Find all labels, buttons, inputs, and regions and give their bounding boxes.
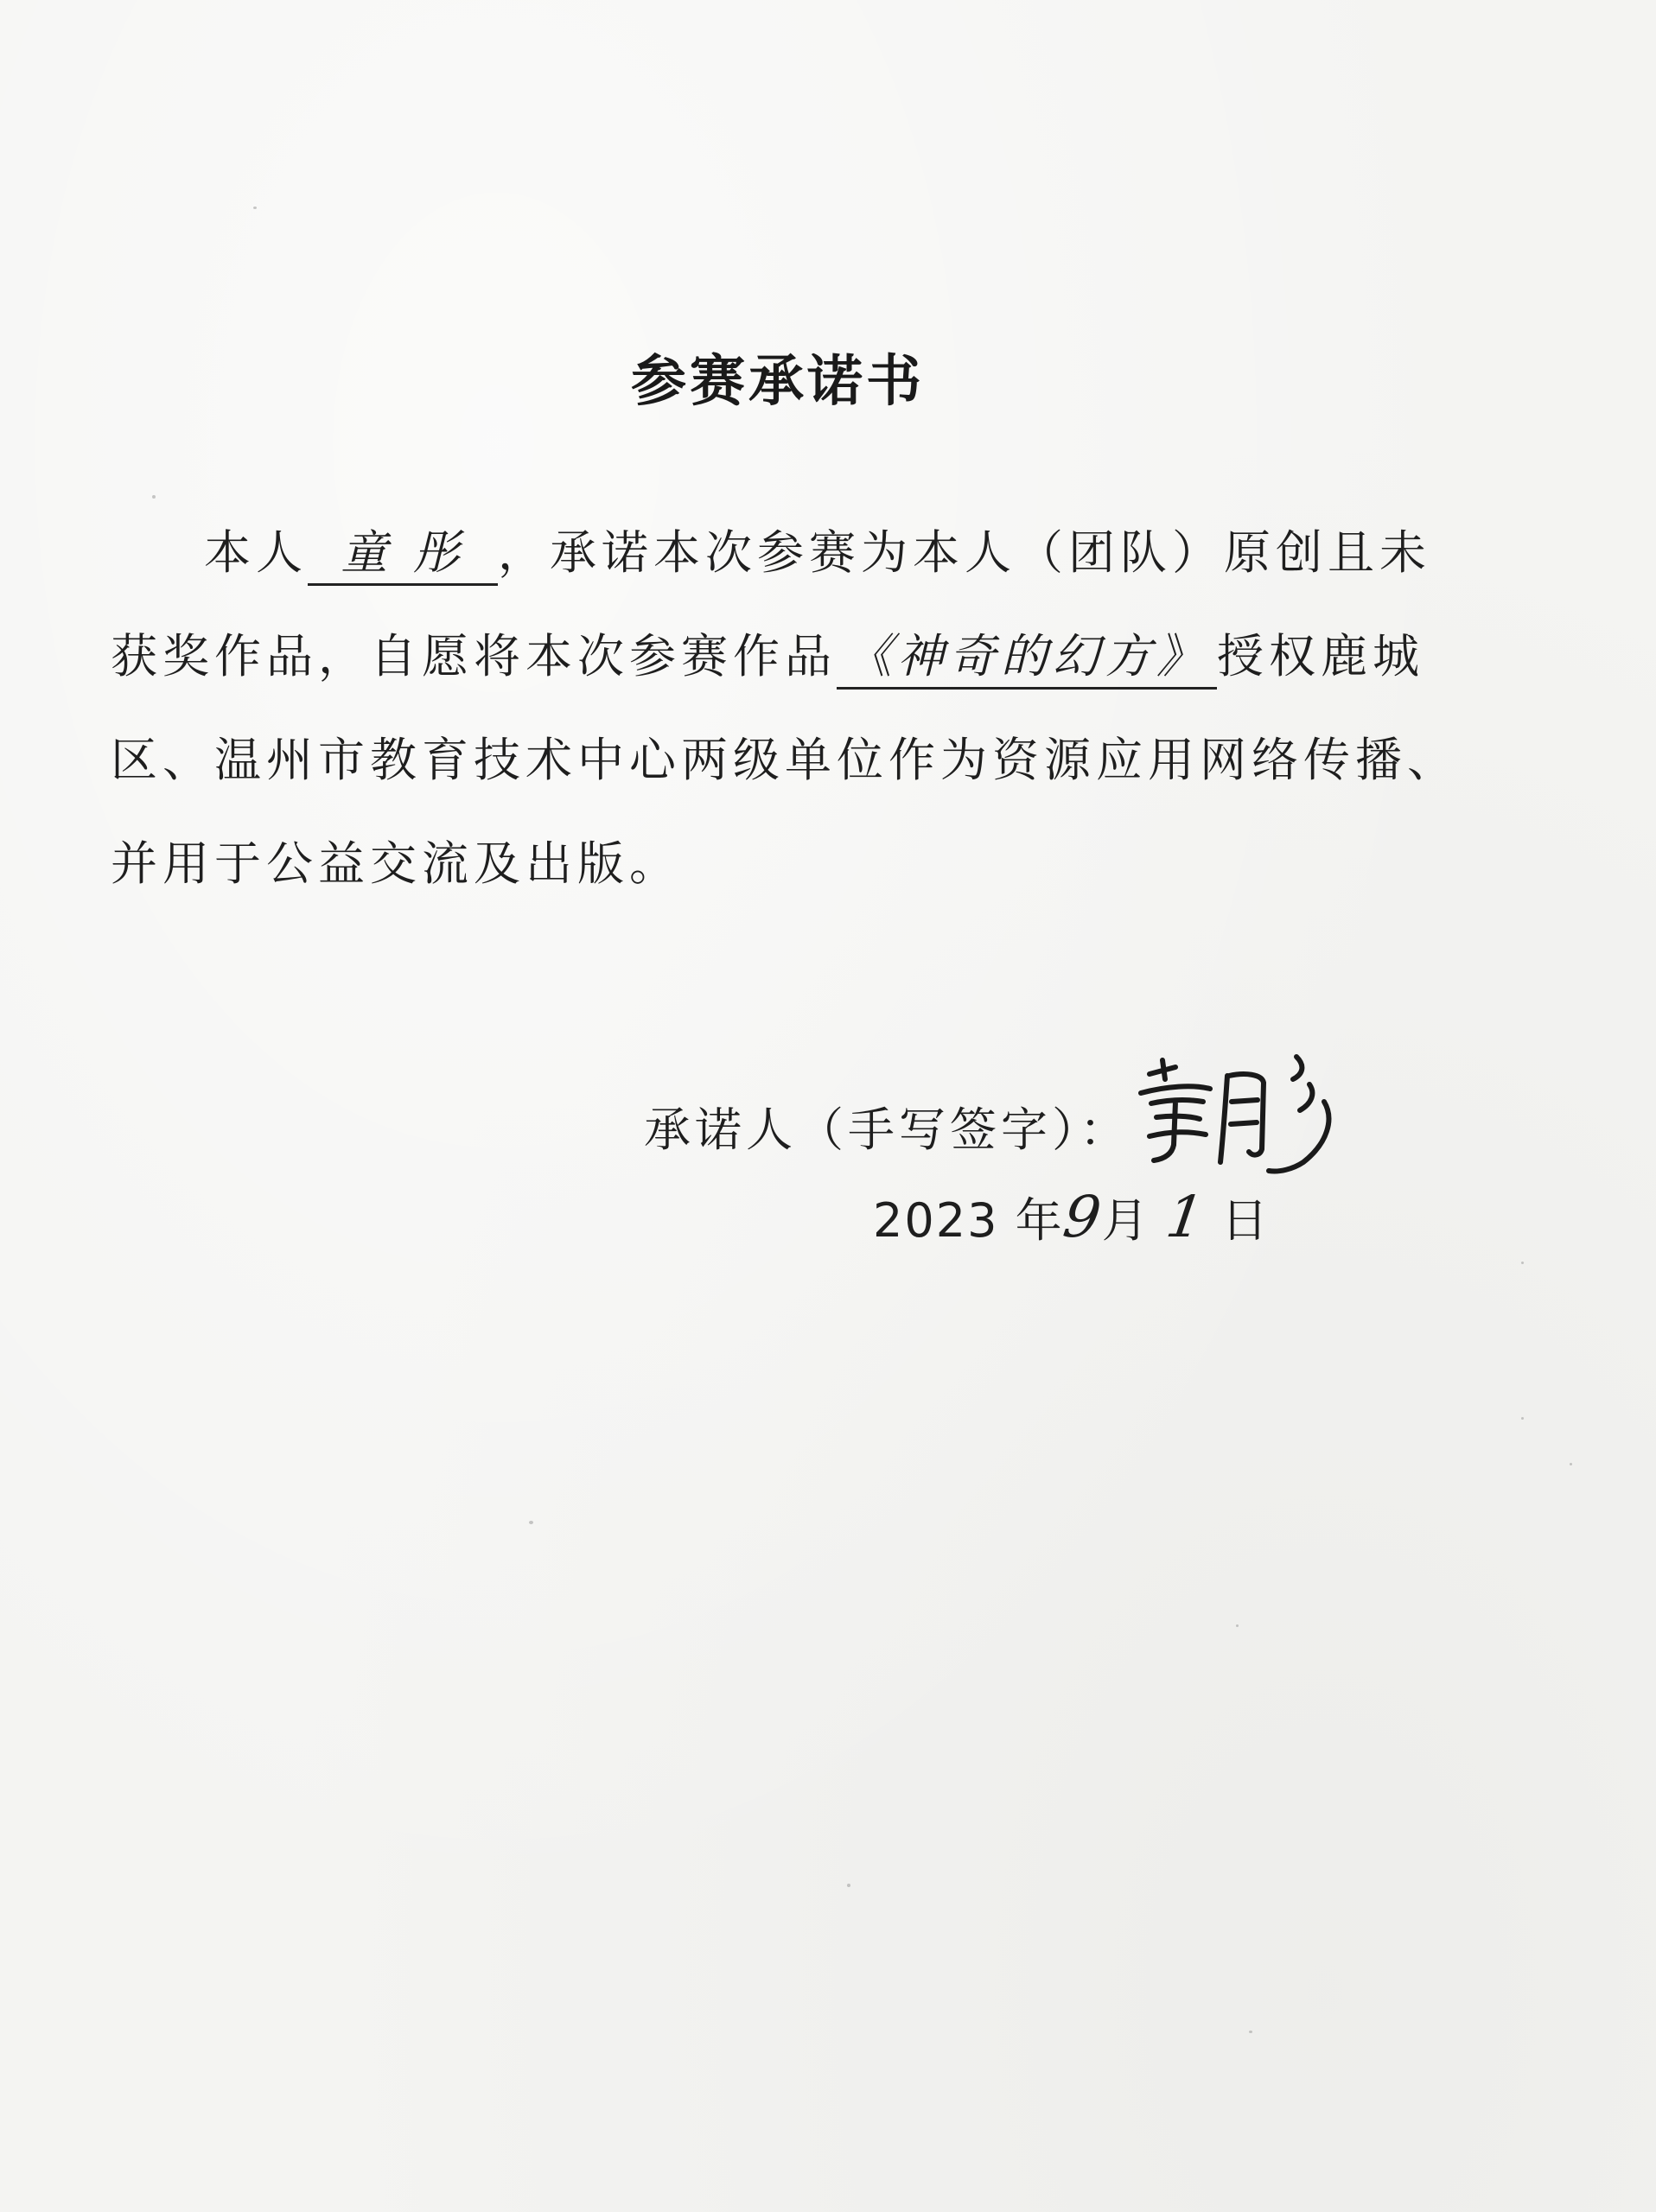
paper-speck [1570, 1463, 1572, 1465]
date-year: 2023 [873, 1193, 999, 1248]
body-middle: ，承诺本次参赛为本人（团队）原创且未获奖作品，自愿将本次参赛作品 [111, 525, 1431, 683]
handwritten-signature [1124, 1041, 1348, 1188]
signature-label: 承诺人（手写签字）： [644, 1103, 1131, 1157]
date-day: 1 [1162, 1184, 1210, 1250]
date-month: 9 [1059, 1184, 1107, 1250]
paper-speck [1521, 1262, 1524, 1264]
name-blank: 童 彤 [308, 523, 498, 586]
body-suffix: 授权鹿城区、温州市教育技术中心两级单位作为资源应用网络传播、并用于公益交流及出版。 [111, 629, 1459, 891]
body-prefix: 本人 [204, 525, 308, 580]
paper-speck [1521, 1417, 1524, 1420]
paper-speck [847, 1884, 850, 1887]
pledge-body [111, 501, 1459, 916]
paper-speck [529, 1521, 533, 1524]
date-month-unit: 月 [1101, 1193, 1150, 1248]
paper-speck [1249, 2031, 1252, 2033]
work-title-blank: 《神奇的幻方》 [837, 626, 1217, 690]
page-title: 参赛承诺书 [631, 350, 925, 414]
date-day-unit: 日 [1220, 1193, 1270, 1248]
date-year-unit: 年 [1015, 1193, 1064, 1248]
date-line [873, 1184, 1270, 1250]
paper-speck [1236, 1624, 1239, 1627]
paper-speck [152, 495, 156, 499]
paper-speck [253, 207, 257, 209]
